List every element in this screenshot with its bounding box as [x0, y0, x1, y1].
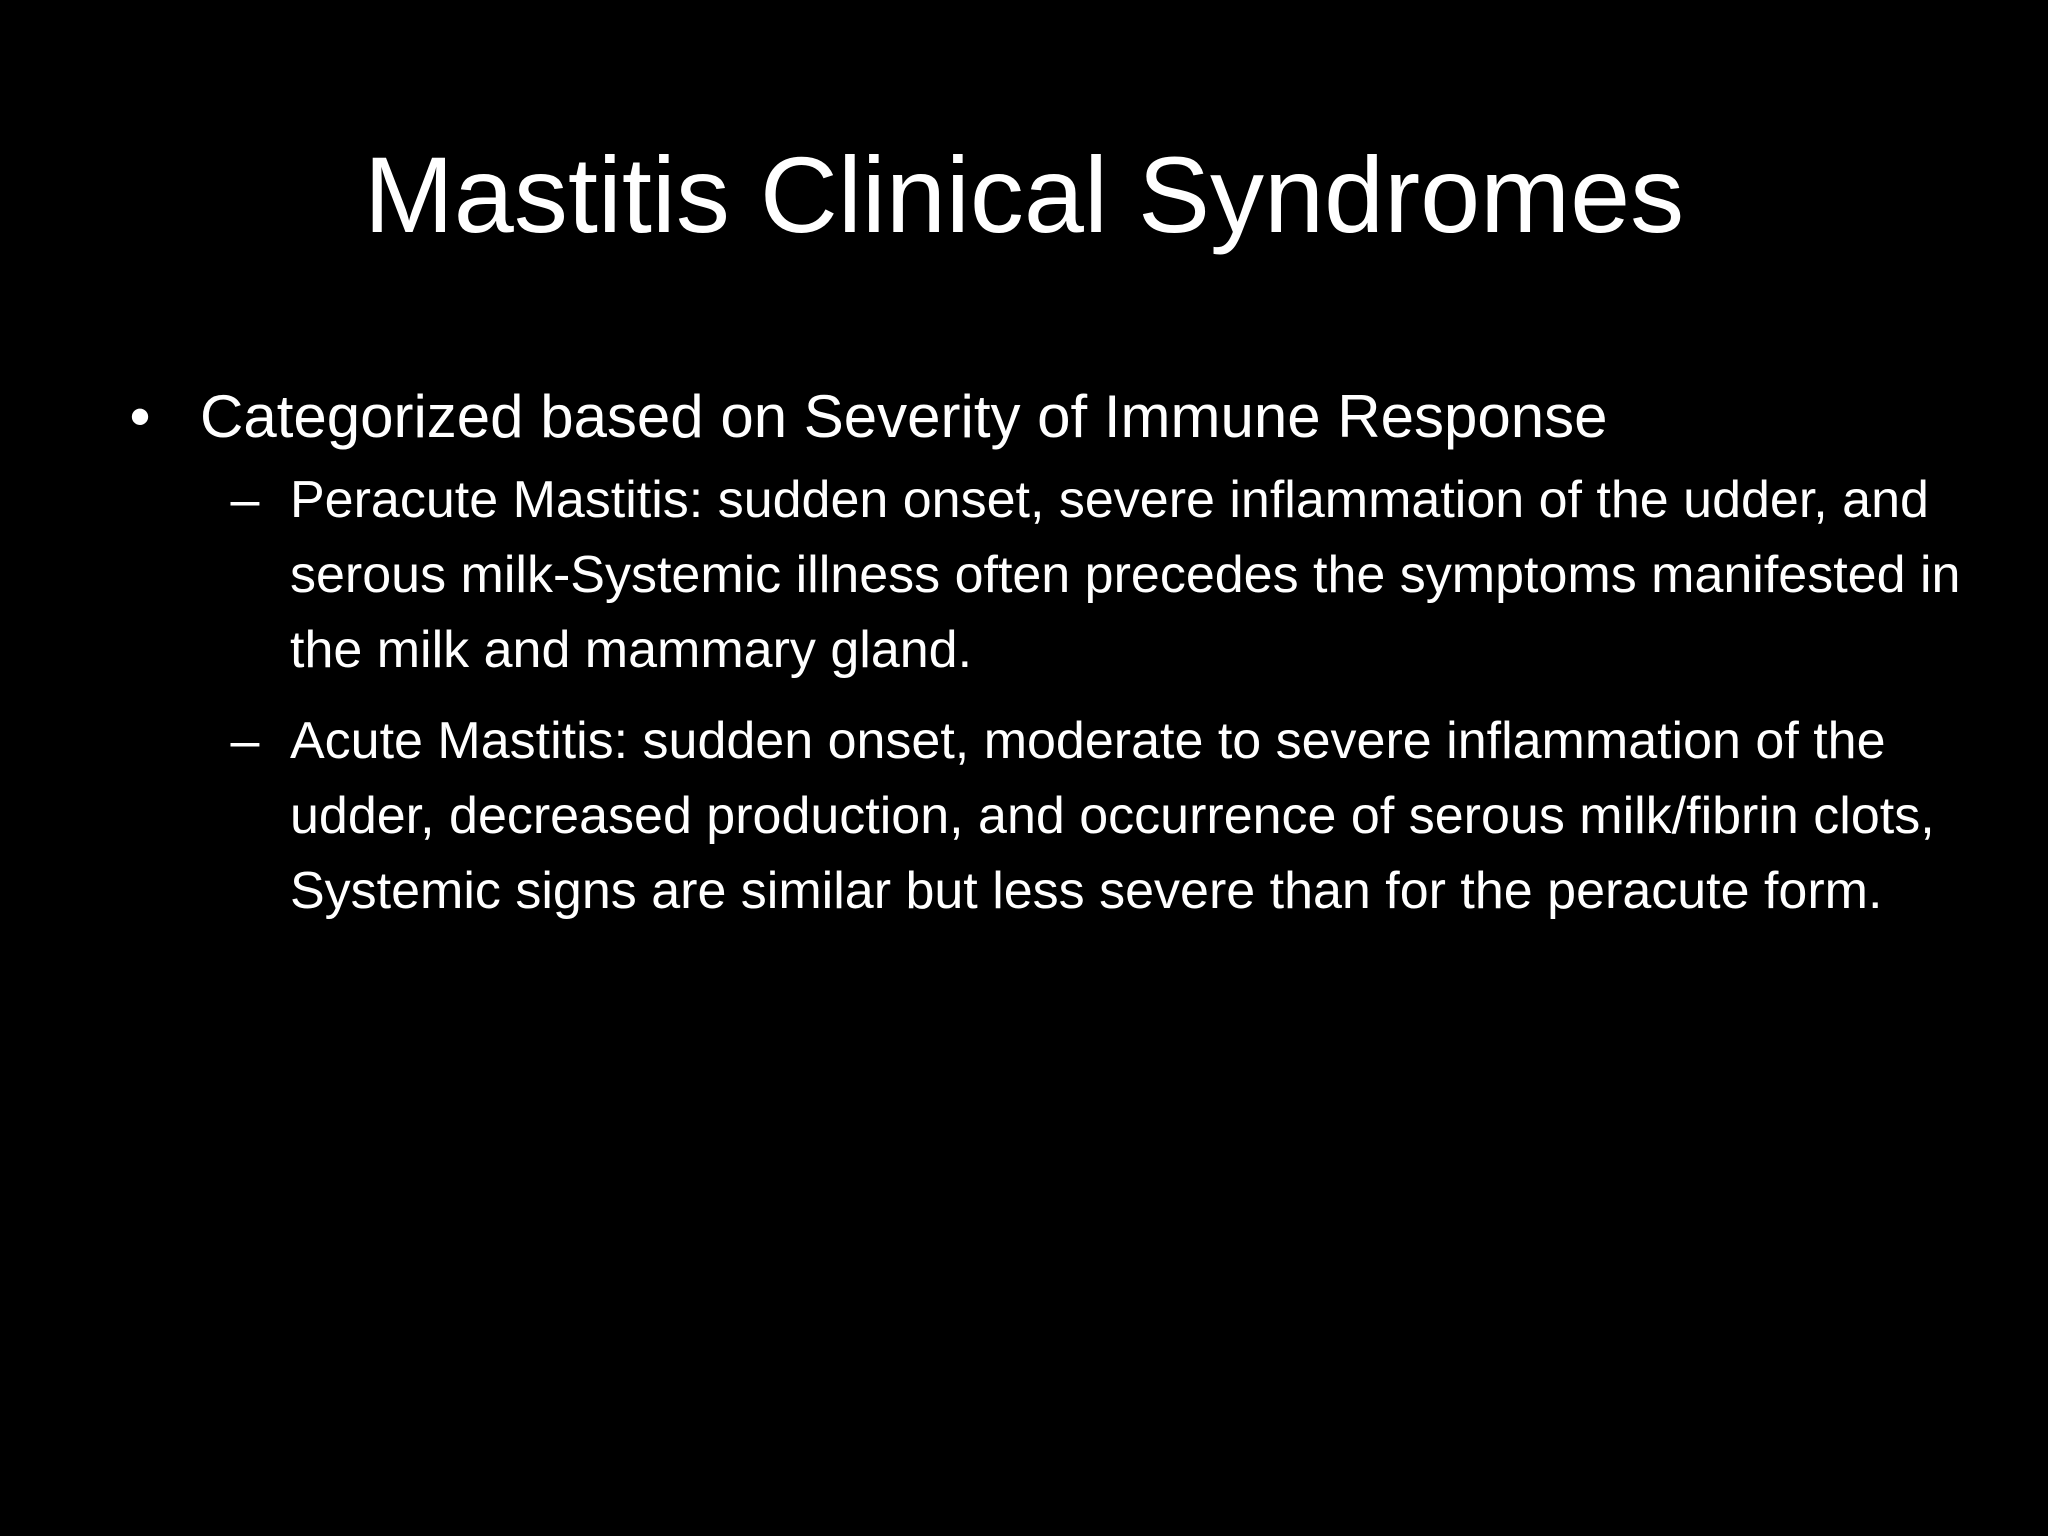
sub-bullet-item-acute — [120, 704, 2010, 929]
dash-icon: – — [230, 712, 260, 770]
slide-title: Mastitis Clinical Syndromes — [363, 134, 1685, 255]
bullet-item — [120, 375, 1950, 459]
sub-bullet-text: Peracute Mastitis: sudden onset, severe inflammation of the udder, and serous milk-Systemic illness often precedes the symptoms manifested in the milk and mammary gland. — [290, 471, 1961, 679]
bullet-text: Categorized based on Severity of Immune Response — [200, 383, 1608, 450]
sub-bullet-text: Acute Mastitis: sudden onset, moderate to severe inflammation of the udder, decreased production, and occurrence of serous milk/fibrin clots, Systemic signs are similar but less severe than for the peracute form. — [290, 712, 1935, 920]
dash-icon: – — [230, 471, 260, 529]
sub-bullet-list — [120, 463, 1961, 929]
bullet-icon: • — [129, 383, 151, 450]
sub-bullet-item-peracute — [120, 463, 2010, 688]
slide-content — [120, 375, 1961, 945]
